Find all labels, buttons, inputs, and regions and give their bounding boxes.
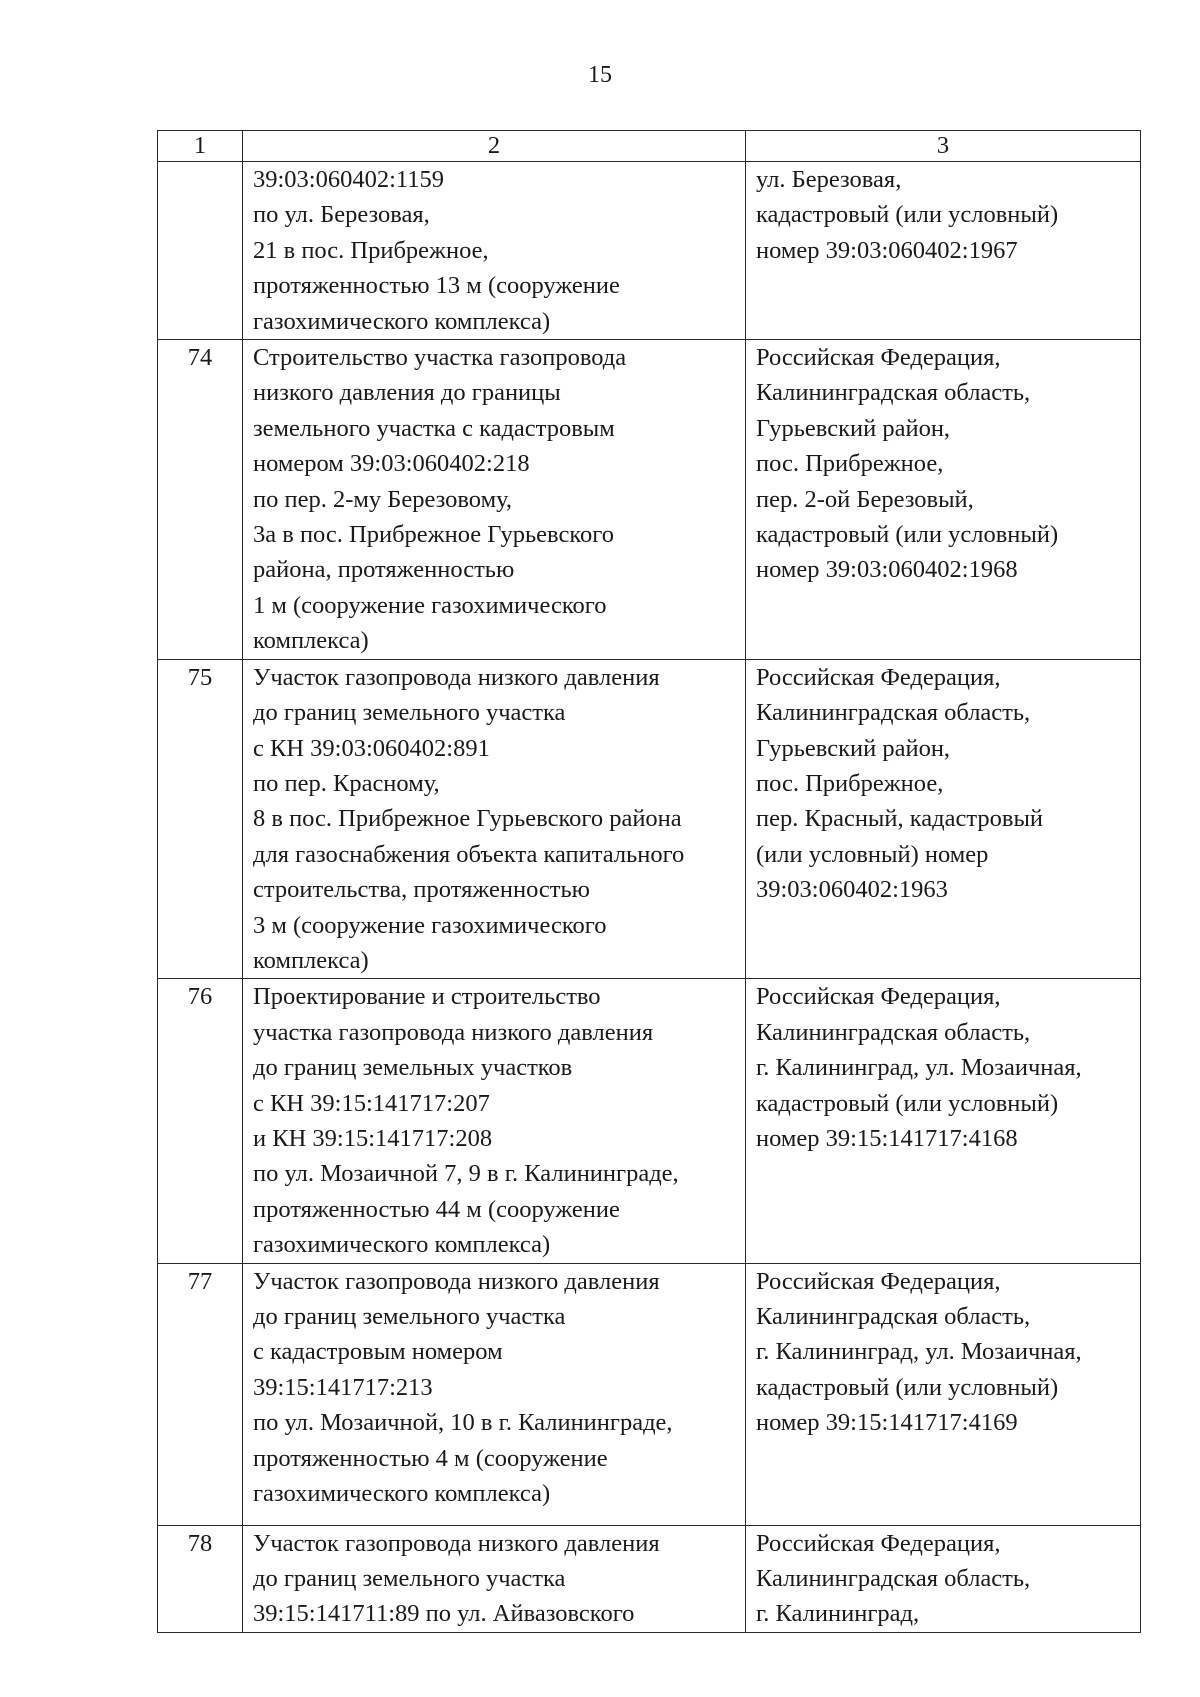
location-line: Калининградская область, [756, 1565, 1031, 1592]
description-line: с КН 39:15:141717:207 [253, 1089, 490, 1117]
page-number: 15 [588, 62, 612, 88]
table-row [158, 1525, 1141, 1632]
location-line: кадастровый (или условный) [756, 1089, 1059, 1117]
description-line: протяженностью 13 м (сооружение [253, 272, 620, 300]
description-line: для газоснабжения объекта капитального [253, 840, 685, 868]
object-description [243, 340, 746, 660]
description-line: номером 39:03:060402:218 [253, 450, 530, 478]
location-line: Российская Федерация, [756, 663, 1001, 691]
object-location [746, 659, 1141, 979]
location-line: Калининградская область, [756, 1303, 1031, 1330]
location-line: номер 39:03:060402:1968 [756, 556, 1018, 584]
description-line: до границ земельного участка [253, 1303, 566, 1330]
location-line: пос. Прибрежное, [756, 450, 944, 478]
description-line: Строительство участка газопровода [253, 344, 627, 372]
description-line: 39:15:141717:213 [253, 1373, 433, 1401]
description-line: до границ земельного участка [253, 699, 566, 727]
object-description [243, 1263, 746, 1525]
description-line: 8 в пос. Прибрежное Гурьевского района [253, 805, 682, 833]
location-line: кадастровый (или условный) [756, 1373, 1059, 1401]
description-line: протяженностью 44 м (сооружение [253, 1195, 620, 1223]
description-line: 3 м (сооружение газохимического [253, 911, 607, 939]
description-line: по ул. Мозаичной, 10 в г. Калининграде, [253, 1409, 673, 1437]
description-line: Проектирование и строительство [253, 983, 601, 1011]
location-line: Российская Федерация, [756, 1529, 1001, 1557]
description-line: с КН 39:03:060402:891 [253, 734, 490, 762]
description-line: газохимического комплекса) [253, 307, 551, 335]
location-line: г. Калининград, [756, 1600, 920, 1628]
row-number: 78 [158, 1525, 243, 1632]
table-row [158, 162, 1141, 340]
description-line: 3а в пос. Прибрежное Гурьевского [253, 521, 614, 549]
location-line: Гурьевский район, [756, 734, 951, 762]
description-line: района, протяженностью [253, 556, 515, 584]
location-line: Российская Федерация, [756, 1267, 1001, 1295]
description-line: низкого давления до границы [253, 379, 561, 407]
location-line: 39:03:060402:1963 [756, 876, 948, 904]
object-location [746, 340, 1141, 660]
description-line: по пер. 2-му Березовому, [253, 485, 513, 513]
object-location [746, 162, 1141, 340]
object-description [243, 1525, 746, 1632]
location-line: пер. 2-ой Березовый, [756, 485, 974, 513]
location-line: Российская Федерация, [756, 983, 1001, 1011]
description-line: и КН 39:15:141717:208 [253, 1124, 493, 1152]
object-location [746, 1263, 1141, 1525]
description-line: 39:03:060402:1159 [253, 166, 445, 193]
column-header-3: 3 [746, 131, 1141, 162]
description-line: по ул. Мозаичной 7, 9 в г. Калининграде, [253, 1160, 679, 1188]
location-line: номер 39:03:060402:1967 [756, 236, 1018, 264]
row-number: 74 [158, 340, 243, 660]
location-line: г. Калининград, ул. Мозаичная, [756, 1054, 1082, 1082]
description-line: 39:15:141711:89 по ул. Айвазовского [253, 1600, 635, 1628]
column-header-2: 2 [243, 131, 746, 162]
description-line: строительства, протяженностью [253, 876, 590, 904]
object-location [746, 979, 1141, 1263]
description-line: 1 м (сооружение газохимического [253, 591, 607, 619]
description-line: Участок газопровода низкого давления [253, 1267, 660, 1295]
description-line: до границ земельных участков [253, 1054, 573, 1082]
table-row [158, 1263, 1141, 1525]
description-line: 21 в пос. Прибрежное, [253, 236, 489, 264]
description-line: газохимического комплекса) [253, 1480, 551, 1508]
row-number [158, 162, 243, 340]
row-number: 76 [158, 979, 243, 1263]
location-line: номер 39:15:141717:4168 [756, 1124, 1018, 1152]
object-description [243, 162, 746, 340]
location-line: Гурьевский район, [756, 414, 951, 442]
description-line: до границ земельного участка [253, 1565, 566, 1592]
object-table [157, 130, 1141, 1633]
location-line: г. Калининград, ул. Мозаичная, [756, 1338, 1082, 1366]
location-line: ул. Березовая, [756, 166, 902, 193]
location-line: (или условный) номер [756, 840, 989, 868]
location-line: Российская Федерация, [756, 344, 1001, 372]
description-line: комплекса) [253, 946, 369, 974]
column-header-1: 1 [158, 131, 243, 162]
location-line: Калининградская область, [756, 1018, 1031, 1046]
location-line: пос. Прибрежное, [756, 769, 944, 797]
description-line: газохимического комплекса) [253, 1231, 551, 1259]
description-line: Участок газопровода низкого давления [253, 1529, 660, 1557]
object-description [243, 659, 746, 979]
location-line: номер 39:15:141717:4169 [756, 1409, 1018, 1437]
table-row [158, 659, 1141, 979]
description-line: по ул. Березовая, [253, 201, 430, 229]
description-line: Участок газопровода низкого давления [253, 663, 660, 691]
location-line: Калининградская область, [756, 379, 1031, 407]
description-line: по пер. Красному, [253, 769, 440, 797]
description-line: с кадастровым номером [253, 1338, 503, 1366]
description-line: участка газопровода низкого давления [253, 1018, 654, 1046]
description-line: комплекса) [253, 627, 369, 655]
row-number: 75 [158, 659, 243, 979]
location-line: Калининградская область, [756, 699, 1031, 727]
object-description [243, 979, 746, 1263]
row-number: 77 [158, 1263, 243, 1525]
table-row [158, 979, 1141, 1263]
location-line: пер. Красный, кадастровый [756, 805, 1044, 833]
description-line: протяженностью 4 м (сооружение [253, 1444, 608, 1472]
object-location [746, 1525, 1141, 1632]
header-row [158, 131, 1141, 162]
description-line: земельного участка с кадастровым [253, 414, 615, 442]
location-line: кадастровый (или условный) [756, 521, 1059, 549]
table-row [158, 340, 1141, 660]
location-line: кадастровый (или условный) [756, 201, 1059, 229]
